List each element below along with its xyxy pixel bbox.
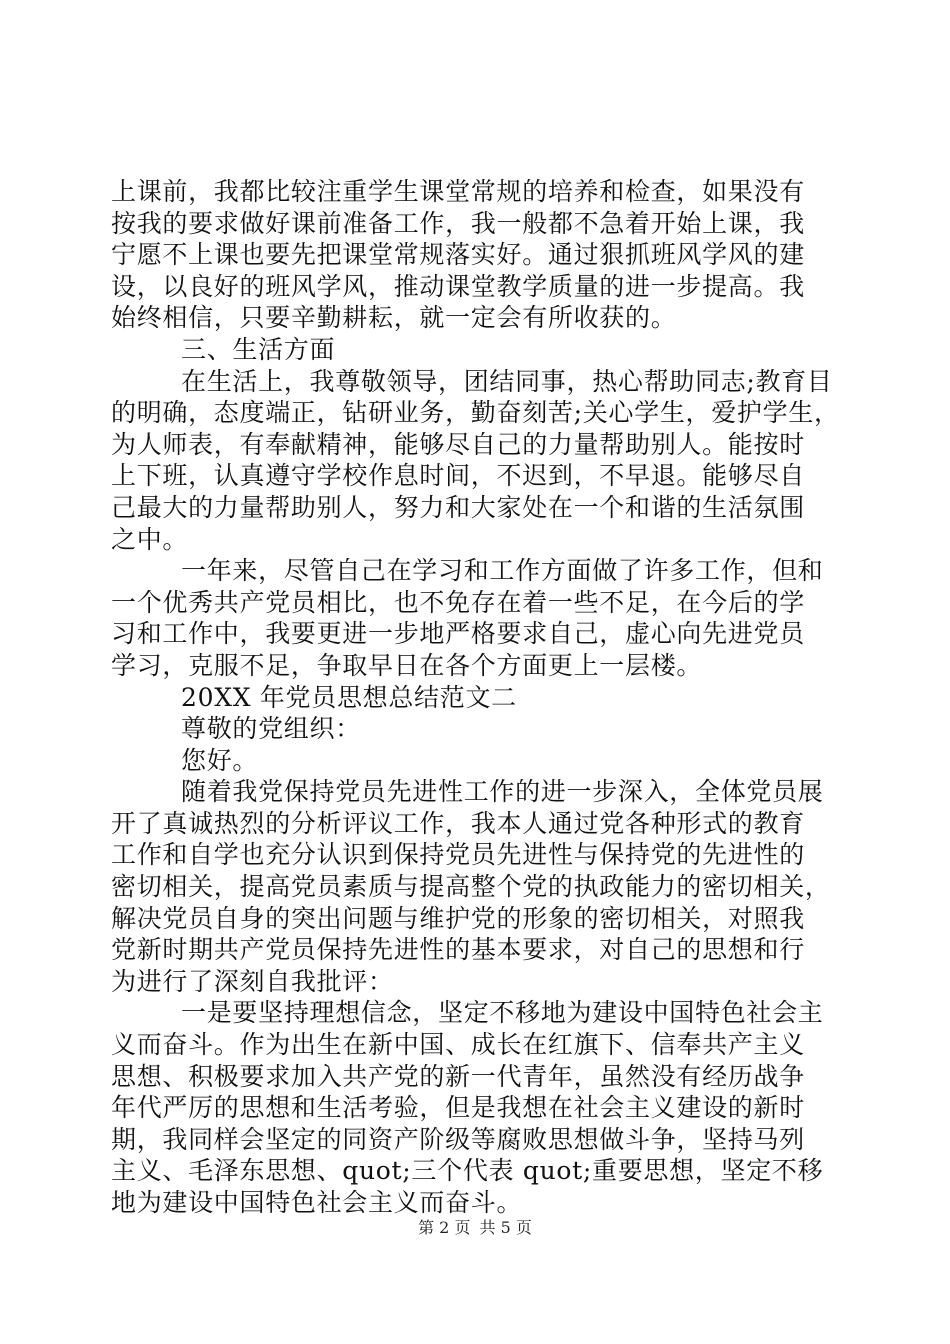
text-line: 上下班，认真遵守学校作息时间，不迟到，不早退。能够尽自 xyxy=(111,461,805,491)
text-line: 开了真诚热烈的分析评议工作，我本人通过党各种形式的教育 xyxy=(111,808,805,838)
text-line: 上课前，我都比较注重学生课堂常规的培养和检查，如果没有 xyxy=(111,177,805,206)
text-line: 习和工作中，我要更进一步地严格要求自己，虚心向先进党员 xyxy=(111,619,805,649)
text-line: 为人师表，有奉献精神，能够尽自己的力量帮助别人。能按时 xyxy=(111,429,805,459)
text-line: 之中。 xyxy=(111,524,189,554)
text-line: 随着我党保持党员先进性工作的进一步深入，全体党员展 xyxy=(181,777,824,807)
text-line: 主义、毛泽东思想、quot;三个代表 quot;重要思想，坚定不移 xyxy=(111,1156,824,1186)
text-line: 学习，克服不足，争取早日在各个方面更上一层楼。 xyxy=(111,650,703,680)
text-line: 在生活上，我尊敬领导，团结同事，热心帮助同志;教育目 xyxy=(181,366,833,396)
text-line: 按我的要求做好课前准备工作，我一般都不急着开始上课，我 xyxy=(111,208,805,238)
text-line: 设，以良好的班风学风，推动课堂教学质量的进一步提高。我 xyxy=(111,271,805,301)
text-line: 地为建设中国特色社会主义而奋斗。 xyxy=(111,1188,523,1217)
text-line: 您好。 xyxy=(181,745,259,775)
text-line: 尊敬的党组织： xyxy=(181,714,361,744)
text-line: 始终相信，只要辛勤耕耘，就一定会有所收获的。 xyxy=(111,303,677,333)
text-line: 为进行了深刻自我批评： xyxy=(111,966,394,996)
text-line: 期，我同样会坚定的同资产阶级等腐败思想做斗争，坚持马列 xyxy=(111,1124,805,1154)
text-line: 宁愿不上课也要先把课堂常规落实好。通过狠抓班风学风的建 xyxy=(111,240,805,270)
text-line: 年代严厉的思想和生活考验，但是我想在社会主义建设的新时 xyxy=(111,1093,805,1123)
text-line: 密切相关，提高党员素质与提高整个党的执政能力的密切相关， xyxy=(111,872,831,902)
text-line: 20XX 年党员思想总结范文二 xyxy=(181,682,517,712)
text-line: 思想、积极要求加入共产党的新一代青年，虽然没有经历战争 xyxy=(111,1061,805,1091)
text-line: 工作和自学也充分认识到保持党员先进性与保持党的先进性的 xyxy=(111,840,805,870)
page-number: 第 2 页 xyxy=(418,1218,471,1237)
document-body xyxy=(111,176,841,1219)
text-line: 的明确，态度端正，钻研业务，勤奋刻苦;关心学生，爱护学生， xyxy=(111,398,840,428)
text-line: 三、生活方面 xyxy=(181,334,336,364)
text-line: 义而奋斗。作为出生在新中国、成长在红旗下、信奉共产主义 xyxy=(111,1030,805,1060)
text-line: 己最大的力量帮助别人，努力和大家处在一个和谐的生活氛围 xyxy=(111,492,805,522)
text-line: 一是要坚持理想信念，坚定不移地为建设中国特色社会主 xyxy=(181,998,824,1028)
text-line: 解决党员自身的突出问题与维护党的形象的密切相关，对照我 xyxy=(111,903,805,933)
text-line: 党新时期共产党员保持先进性的基本要求，对自己的思想和行 xyxy=(111,935,805,965)
page-total: 共 5 页 xyxy=(479,1218,532,1237)
text-line: 一年来，尽管自己在学习和工作方面做了许多工作，但和 xyxy=(181,556,824,586)
text-line: 一个优秀共产党员相比，也不免存在着一些不足，在今后的学 xyxy=(111,587,805,617)
page-footer xyxy=(0,1217,950,1239)
